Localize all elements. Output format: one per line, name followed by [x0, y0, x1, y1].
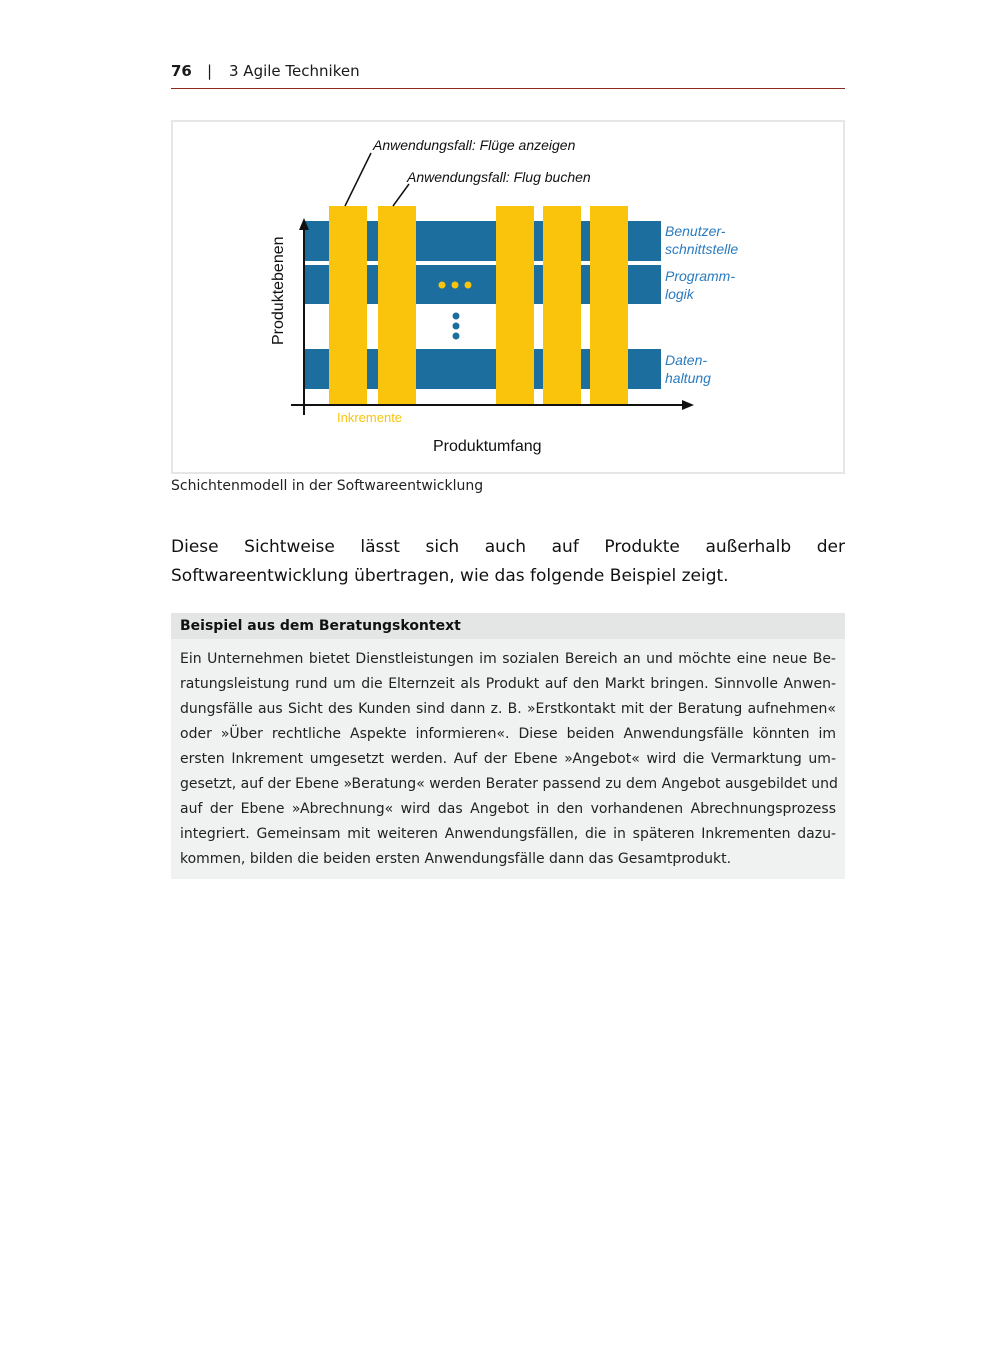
ellipsis-dot [453, 333, 460, 340]
example-line: ersten Inkrement umgesetzt werden. Auf der Ebene »Angebot« wird die Vermarktung um- [180, 751, 836, 767]
layer-label-data-1: Daten- [665, 352, 708, 368]
page-number: 76 [171, 62, 192, 80]
page-header [171, 58, 845, 89]
body-paragraph: Diese Sichtweise lässt sich auch auf Produkte außerhalb der Softwareentwicklung übertragen, wie das folgende Beispiel zeigt. [171, 537, 845, 586]
layer-label-logic-1: Programm- [665, 268, 736, 284]
increment-bar-5 [590, 206, 628, 404]
example-line: Ein Unternehmen bietet Dienstleistungen im sozialen Bereich an und möchte eine neue Be- [180, 651, 836, 667]
example-line: kommen, bilden die beiden ersten Anwendungsfälle dann das Gesamtprodukt. [180, 851, 732, 867]
example-body [171, 639, 845, 872]
ellipsis-dot [452, 282, 459, 289]
figure-caption: Schichtenmodell in der Softwareentwicklung [171, 478, 484, 494]
example-line: gesetzt, auf der Ebene »Beratung« werden Berater passend zu dem Angebot ausgebildet und [180, 776, 838, 792]
increment-bar-3 [496, 206, 534, 404]
increment-bar-1 [329, 206, 367, 404]
layer-label-logic-2: logik [665, 286, 694, 302]
header-separator: | [207, 62, 213, 80]
example-line: integriert. Gemeinsam mit weiteren Anwendungsfällen, die in späteren Inkrementen dazu- [180, 826, 836, 842]
layer-diagram [171, 120, 845, 474]
ellipsis-dot [453, 323, 460, 330]
increments-label: Inkremente [337, 410, 403, 425]
chapter-title: 3 Agile Techniken [229, 62, 360, 80]
layer-model-figure [171, 120, 845, 474]
increment-bar-4 [543, 206, 581, 404]
callout-label-2: Anwendungsfall: Flug buchen [407, 169, 591, 185]
layer-label-data-2: haltung [665, 370, 711, 386]
example-title: Beispiel aus dem Beratungskontext [171, 613, 845, 639]
example-line: dungsfälle aus Sicht des Kunden sind dann z. B. »Erstkontakt mit der Beratung aufnehmen« [180, 701, 836, 717]
example-box [171, 613, 845, 879]
callout-label-1: Anwendungsfall: Flüge anzeigen [373, 137, 576, 153]
ellipsis-dot [465, 282, 472, 289]
example-line: ratungsleistung rund um die Elternzeit als Produkt auf den Markt bringen. Sinnvolle Anwen- [180, 676, 836, 692]
ellipsis-dot [453, 313, 460, 320]
layer-label-ui-2: schnittstelle [665, 241, 739, 257]
example-line: oder »Über rechtliche Aspekte informieren«. Diese beiden Anwendungsfälle könnten im [180, 726, 836, 742]
x-axis-label: Produktumfang [433, 438, 542, 455]
layer-label-ui-1: Benutzer- [665, 223, 726, 239]
ellipsis-dot [439, 282, 446, 289]
y-axis-label: Produktebenen [270, 236, 287, 345]
example-line: auf der Ebene »Abrechnung« wird das Angebot in den vorhandenen Abrechnungsprozess [180, 801, 836, 817]
increment-bar-2 [378, 206, 416, 404]
